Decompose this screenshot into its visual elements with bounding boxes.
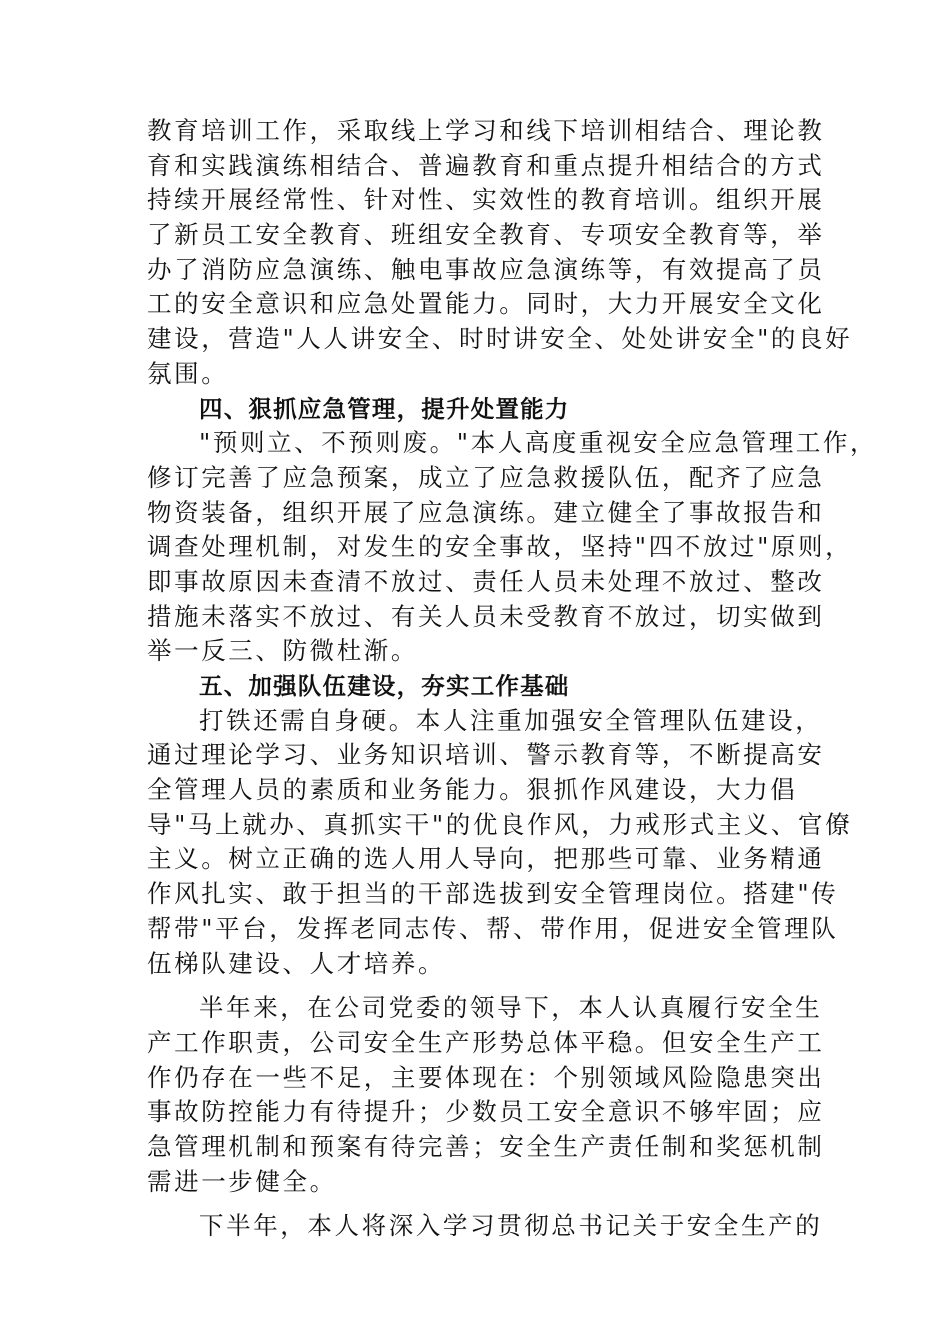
paragraph-line: 主义。树立正确的选人用人导向，把那些可靠、业务精通 bbox=[147, 844, 825, 874]
paragraph-line: "预则立、不预则废。"本人高度重视安全应急管理工作， bbox=[199, 428, 878, 458]
paragraph-line: 物资装备，组织开展了应急演练。建立健全了事故报告和 bbox=[147, 497, 825, 527]
paragraph-line: 帮带"平台，发挥老同志传、帮、带作用，促进安全管理队 bbox=[147, 913, 839, 943]
paragraph-line: 了新员工安全教育、班组安全教育、专项安全教育等，举 bbox=[147, 220, 825, 250]
paragraph-line: 举一反三、防微杜渐。 bbox=[147, 636, 418, 666]
paragraph-line: 半年来，在公司党委的领导下，本人认真履行安全生 bbox=[199, 993, 823, 1023]
paragraph-line: 措施未落实不放过、有关人员未受教育不放过，切实做到 bbox=[147, 601, 825, 631]
paragraph-gap bbox=[147, 1199, 807, 1209]
paragraph-line: 调查处理机制，对发生的安全事故，坚持"四不放过"原则， bbox=[147, 532, 853, 562]
paragraph-line: 修订完善了应急预案，成立了应急救援队伍，配齐了应急 bbox=[147, 462, 825, 492]
section-heading: 四、狠抓应急管理，提升处置能力 bbox=[199, 394, 570, 423]
paragraph-line: 建设，营造"人人讲安全、时时讲安全、处处讲安全"的良好 bbox=[147, 324, 853, 354]
paragraph-line: 急管理机制和预案有待完善；安全生产责任制和奖惩机制 bbox=[147, 1131, 825, 1161]
paragraph-line: 作风扎实、敢于担当的干部选拔到安全管理岗位。搭建"传 bbox=[147, 879, 839, 909]
paragraph-line: 下半年，本人将深入学习贯彻总书记关于安全生产的 bbox=[199, 1211, 823, 1241]
paragraph-line: 伍梯队建设、人才培养。 bbox=[147, 948, 446, 978]
paragraph-line: 办了消防应急演练、触电事故应急演练等，有效提高了员 bbox=[147, 254, 825, 284]
document-body bbox=[147, 114, 878, 1244]
section-heading: 五、加强队伍建设，夯实工作基础 bbox=[199, 672, 570, 700]
paragraph-line: 教育培训工作，采取线上学习和线下培训相结合、理论教 bbox=[147, 116, 825, 145]
paragraph-line: 持续开展经常性、针对性、实效性的教育培训。组织开展 bbox=[147, 185, 825, 215]
paragraph-line: 作仍存在一些不足，主要体现在：个别领域风险隐患突出 bbox=[147, 1062, 825, 1092]
paragraph-line: 产工作职责，公司安全生产形势总体平稳。但安全生产工 bbox=[147, 1027, 825, 1057]
paragraph-gap bbox=[147, 981, 807, 991]
paragraph-line: 全管理人员的素质和业务能力。狠抓作风建设，大力倡 bbox=[147, 775, 798, 805]
paragraph-line: 工的安全意识和应急处置能力。同时，大力开展安全文化 bbox=[147, 289, 825, 319]
paragraph-line: 育和实践演练相结合、普遍教育和重点提升相结合的方式 bbox=[147, 150, 825, 180]
paragraph-line: 即事故原因未查清不放过、责任人员未处理不放过、整改 bbox=[147, 566, 825, 596]
paragraph-line: 导"马上就办、真抓实干"的优良作风，力戒形式主义、官僚 bbox=[147, 809, 853, 839]
paragraph-line: 氛围。 bbox=[147, 358, 229, 388]
paragraph-line: 通过理论学习、业务知识培训、警示教育等，不断提高安 bbox=[147, 740, 825, 770]
paragraph-line: 需进一步健全。 bbox=[147, 1166, 337, 1196]
paragraph-line: 事故防控能力有待提升；少数员工安全意识不够牢固；应 bbox=[147, 1097, 825, 1127]
paragraph-line: 打铁还需自身硬。本人注重加强安全管理队伍建设， bbox=[199, 705, 823, 735]
